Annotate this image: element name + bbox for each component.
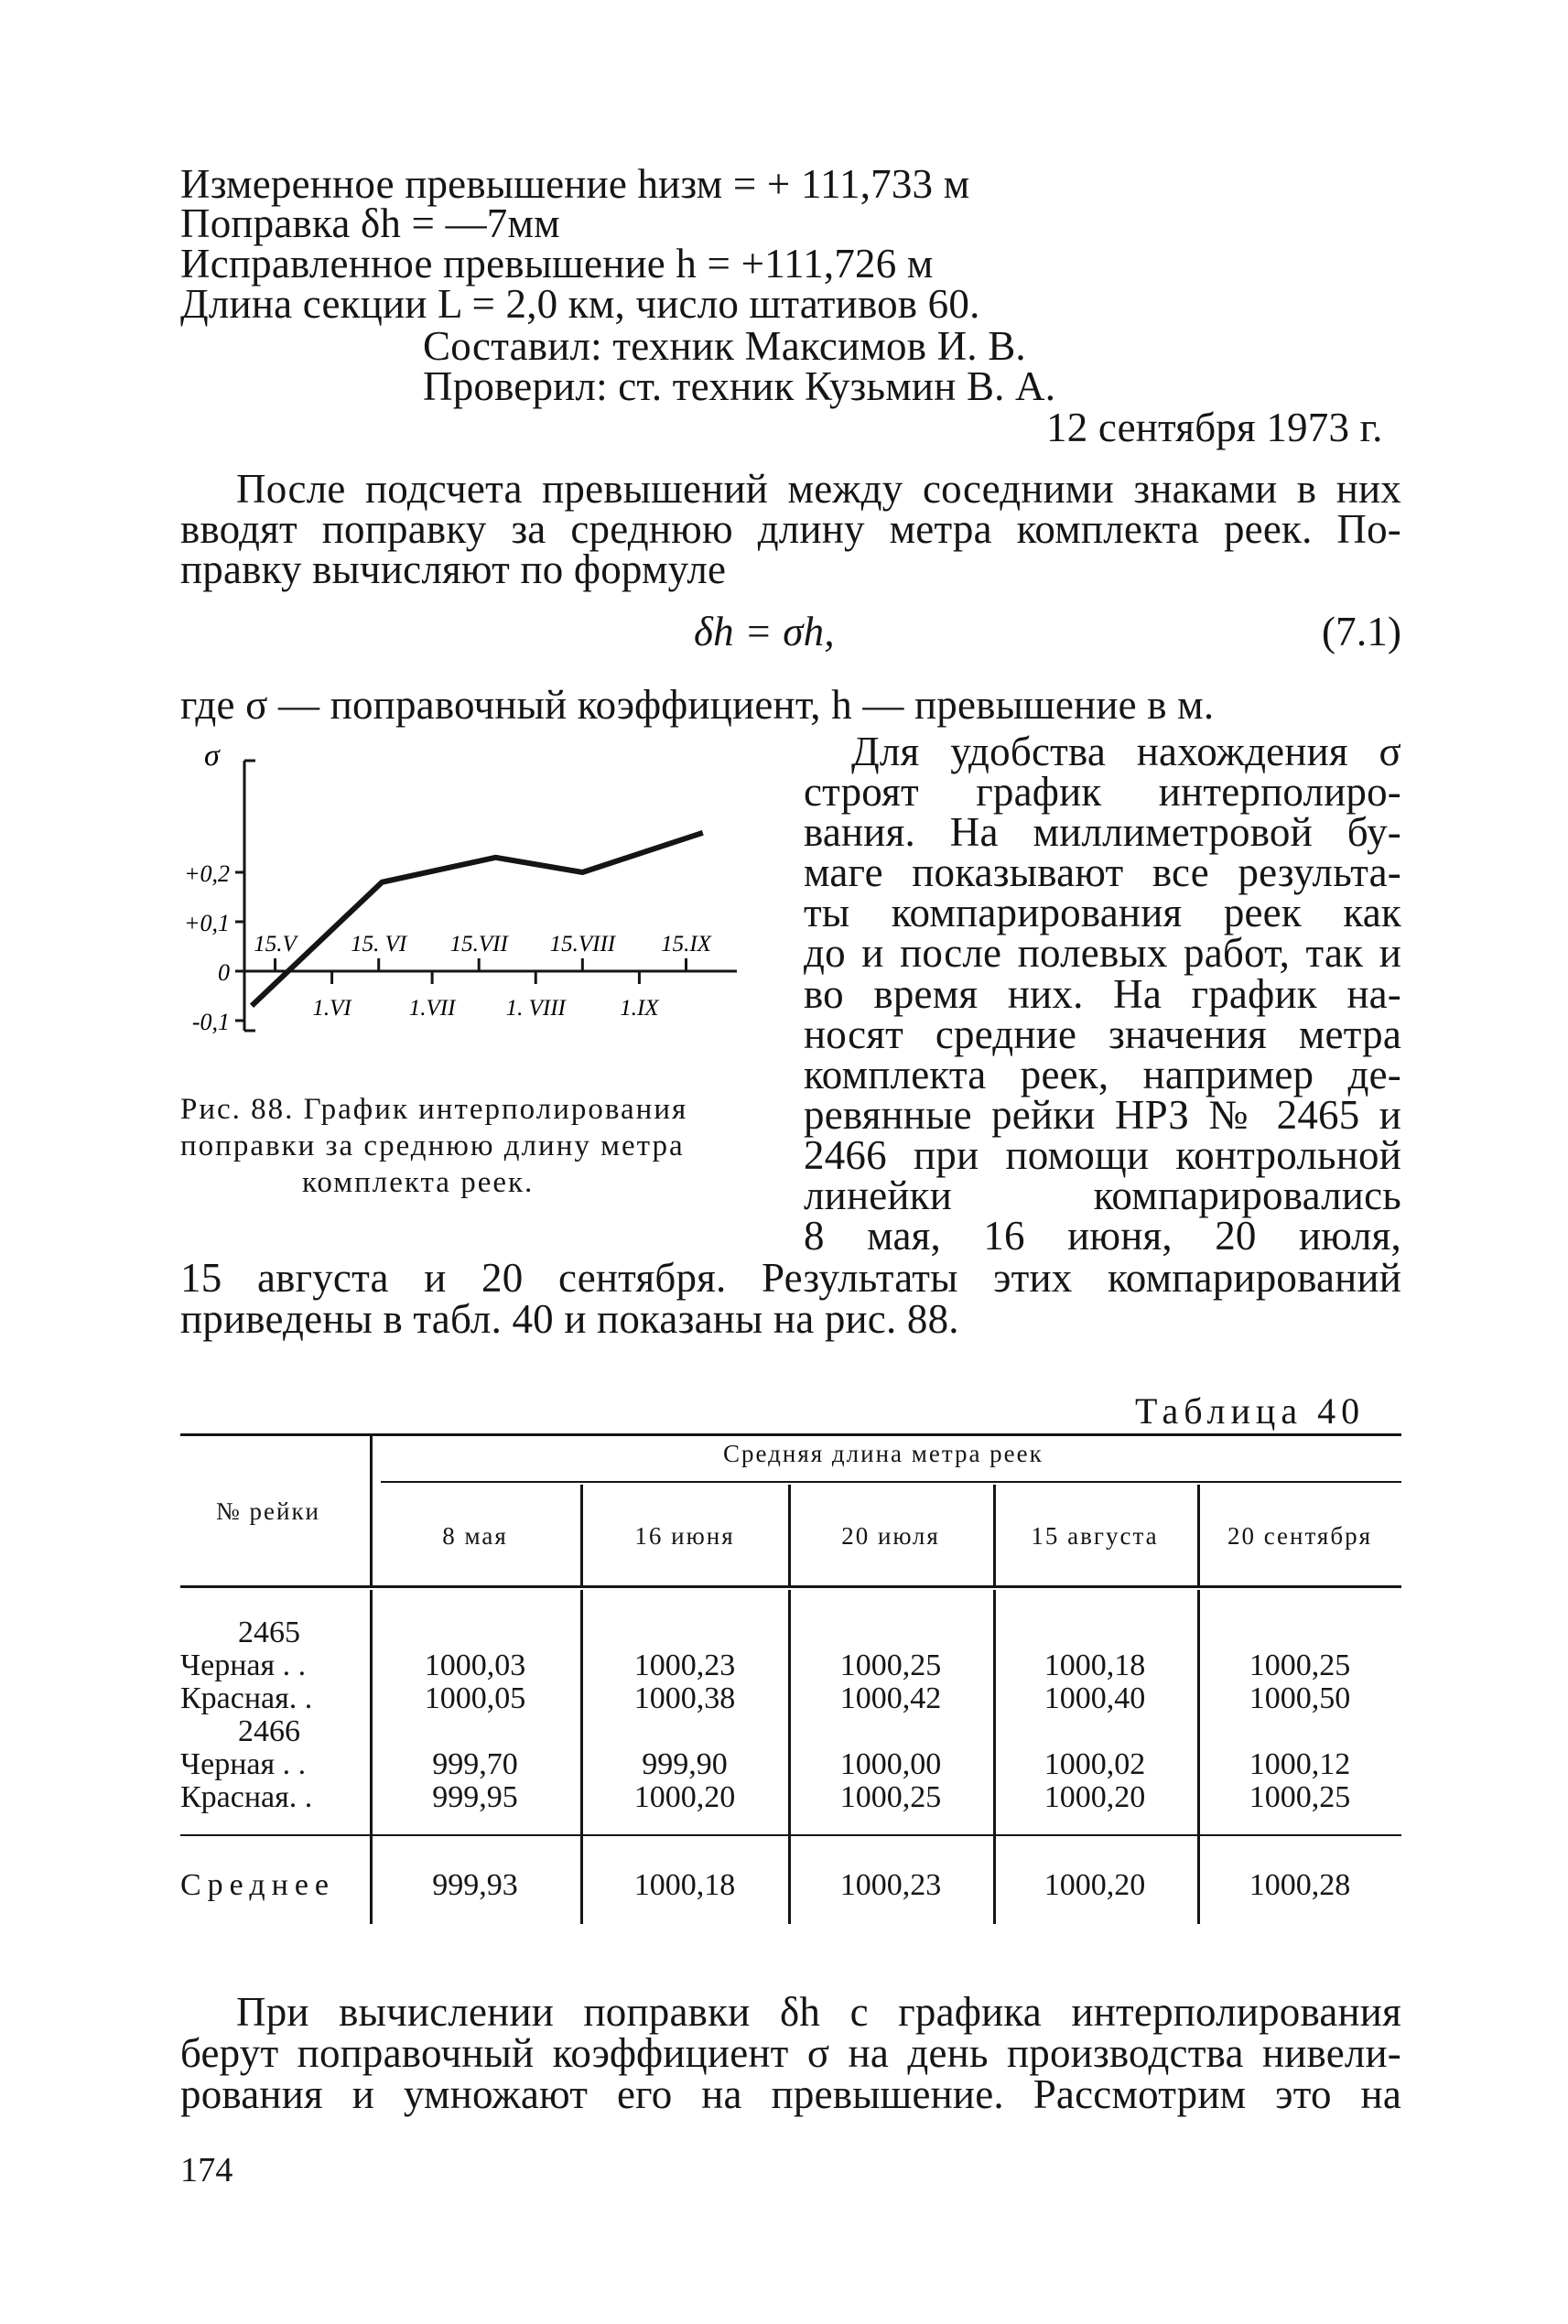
side-para-line: комплекта реек, например де- xyxy=(804,1052,1401,1097)
para3-line2: берут поправочный коэффициент σ на день производства нивели- xyxy=(180,2030,1401,2076)
section-length-line: Длина секции L = 2,0 км, число штативов 60. xyxy=(180,281,980,327)
side-para-line: ревянные рейки НРЗ № 2465 и xyxy=(804,1092,1401,1138)
table-average-label: Среднее xyxy=(180,1868,335,1902)
measured-excess-line: Измеренное превышение hизм = + 111,733 м xyxy=(180,161,970,207)
x-tick-label-below: 1.VII xyxy=(408,996,456,1021)
x-tick-label-above: 15.IX xyxy=(661,932,711,957)
where-line: где σ — поправочный коэффициент, h — превышение в м. xyxy=(180,682,1215,728)
table-cell: 1000,18 xyxy=(1044,1648,1146,1682)
figure-caption-line1: Рис. 88. График интерполирования xyxy=(180,1093,688,1126)
x-tick-label-above: 15.VII xyxy=(449,932,508,957)
figure-caption-line2: поправки за среднюю длину метра xyxy=(180,1130,685,1162)
side-para-line: строят график интерполиро- xyxy=(804,769,1401,815)
formula-expression: δh = σh, xyxy=(694,609,835,654)
table-cell: 999,70 xyxy=(432,1747,518,1781)
table-cell: 1000,00 xyxy=(839,1747,942,1781)
table-average-cell: 1000,18 xyxy=(633,1868,736,1902)
table-average-cell: 999,93 xyxy=(432,1868,518,1902)
table-cell: 1000,25 xyxy=(839,1648,942,1682)
para3-line1: При вычислении поправки δh с графика интерполирования xyxy=(236,1989,1401,2035)
x-tick-label-below: 1. VIII xyxy=(505,996,566,1021)
table-row-label: 2465 xyxy=(238,1616,300,1649)
formula-number: (7.1) xyxy=(1322,609,1402,654)
table-top-rule xyxy=(180,1433,1401,1436)
table-cell: 1000,02 xyxy=(1044,1747,1146,1781)
x-tick-label-above: 15. VI xyxy=(351,932,407,957)
side-para-line: маге показывают все результа- xyxy=(804,849,1401,895)
table-cell: 1000,40 xyxy=(1044,1681,1146,1715)
table-cell: 1000,25 xyxy=(839,1780,942,1814)
table-row-label: Красная. . xyxy=(180,1681,313,1715)
para3-line3: рования и умножают его на превышение. Рассмотрим это на xyxy=(180,2071,1401,2117)
para2-line15: приведены в табл. 40 и показаны на рис. 88. xyxy=(180,1296,959,1342)
side-para-line: во время них. На график на- xyxy=(804,971,1401,1017)
figure-caption-line3: комплекта реек. xyxy=(302,1166,535,1199)
y-tick-label: +0,2 xyxy=(183,860,230,887)
table-header-rule xyxy=(180,1585,1401,1588)
para1-line3: правку вычисляют по формуле xyxy=(180,546,727,592)
side-para-line: до и после полевых работ, так и xyxy=(804,930,1401,976)
y-tick-label: 0 xyxy=(218,959,230,986)
side-para-line: Для удобства нахождения σ xyxy=(851,729,1401,774)
table-vline-4h xyxy=(1197,1485,1200,1585)
table-title: Таблица 40 xyxy=(1135,1390,1366,1432)
table-avg-rule xyxy=(180,1834,1401,1836)
table-row-label: 2466 xyxy=(238,1714,300,1748)
correction-line: Поправка δh = —7мм xyxy=(180,200,560,246)
y-axis-label: σ xyxy=(204,739,220,773)
side-para-line: линейки компарировались xyxy=(804,1173,1401,1218)
y-tick-label: -0,1 xyxy=(191,1009,230,1035)
table-cell: 999,90 xyxy=(642,1747,728,1781)
table-cell: 1000,25 xyxy=(1249,1780,1351,1814)
corrected-excess-line: Исправленное превышение h = +111,726 м xyxy=(180,241,934,286)
table-vline-0 xyxy=(370,1436,373,1585)
table-cell: 1000,23 xyxy=(633,1648,736,1682)
para2-line14: 15 августа и 20 сентября. Результаты этих компарирований xyxy=(180,1255,1401,1301)
table-vline-2h xyxy=(788,1485,791,1585)
table-date-header: 16 июня xyxy=(634,1522,735,1550)
x-tick-label-above: 15.VIII xyxy=(549,932,616,957)
x-tick-label-above: 15.V xyxy=(254,932,297,957)
side-para-line: вания. На миллиметровой бу- xyxy=(804,809,1401,855)
x-tick-label-below: 1.IX xyxy=(620,996,659,1021)
table-vline-1b xyxy=(580,1590,583,1924)
table-group-rule xyxy=(381,1481,1401,1483)
x-tick-label-below: 1.VI xyxy=(312,996,351,1021)
table-date-header: 20 июля xyxy=(841,1522,940,1550)
table-cell: 1000,03 xyxy=(424,1648,526,1682)
table-cell: 1000,20 xyxy=(633,1780,736,1814)
side-para-line: 8 мая, 16 июня, 20 июля, xyxy=(804,1213,1401,1259)
page-number: 174 xyxy=(180,2151,233,2189)
table-cell: 999,95 xyxy=(432,1780,518,1814)
checked-by: Проверил: ст. техник Кузьмин В. А. xyxy=(423,363,1056,409)
series-line xyxy=(252,833,703,1006)
table-cell: 1000,25 xyxy=(1249,1648,1351,1682)
table-average-cell: 1000,23 xyxy=(839,1868,942,1902)
table-date-header: 15 августа xyxy=(1031,1522,1159,1550)
para1-line2: вводят поправку за среднюю длину метра комплекта реек. По- xyxy=(180,506,1401,552)
table-cell: 1000,38 xyxy=(633,1681,736,1715)
table-cell: 1000,20 xyxy=(1044,1780,1146,1814)
table-col0-header: № рейки xyxy=(216,1497,321,1525)
y-tick-label: +0,1 xyxy=(183,910,230,936)
side-para-line: 2466 при помощи контрольной xyxy=(804,1132,1401,1178)
table-vline-3h xyxy=(993,1485,996,1585)
interpolation-chart xyxy=(178,738,773,1076)
table-vline-0b xyxy=(370,1590,373,1924)
table-row-label: Черная . . xyxy=(180,1747,307,1781)
table-cell: 1000,05 xyxy=(424,1681,526,1715)
side-para-line: ты компарирования реек как xyxy=(804,890,1401,935)
table-vline-1h xyxy=(580,1485,583,1585)
table-vline-4b xyxy=(1197,1590,1200,1924)
table-vline-2b xyxy=(788,1590,791,1924)
table-average-cell: 1000,20 xyxy=(1044,1868,1146,1902)
signature-date: 12 сентября 1973 г. xyxy=(1046,405,1383,450)
table-cell: 1000,42 xyxy=(839,1681,942,1715)
table-cell: 1000,50 xyxy=(1249,1681,1351,1715)
table-cell: 1000,12 xyxy=(1249,1747,1351,1781)
table-average-cell: 1000,28 xyxy=(1249,1868,1351,1902)
table-date-header: 20 сентября xyxy=(1227,1522,1372,1550)
table-row-label: Черная . . xyxy=(180,1648,307,1682)
table-vline-3b xyxy=(993,1590,996,1924)
para1-line1: После подсчета превышений между соседними знаками в них xyxy=(236,466,1401,512)
side-para-line: носят средние значения метра xyxy=(804,1011,1401,1057)
compiled-by: Составил: техник Максимов И. В. xyxy=(423,323,1026,369)
table-row-label: Красная. . xyxy=(180,1780,313,1814)
table-date-header: 8 мая xyxy=(442,1522,508,1550)
table-group-header: Средняя длина метра реек xyxy=(723,1440,1044,1467)
